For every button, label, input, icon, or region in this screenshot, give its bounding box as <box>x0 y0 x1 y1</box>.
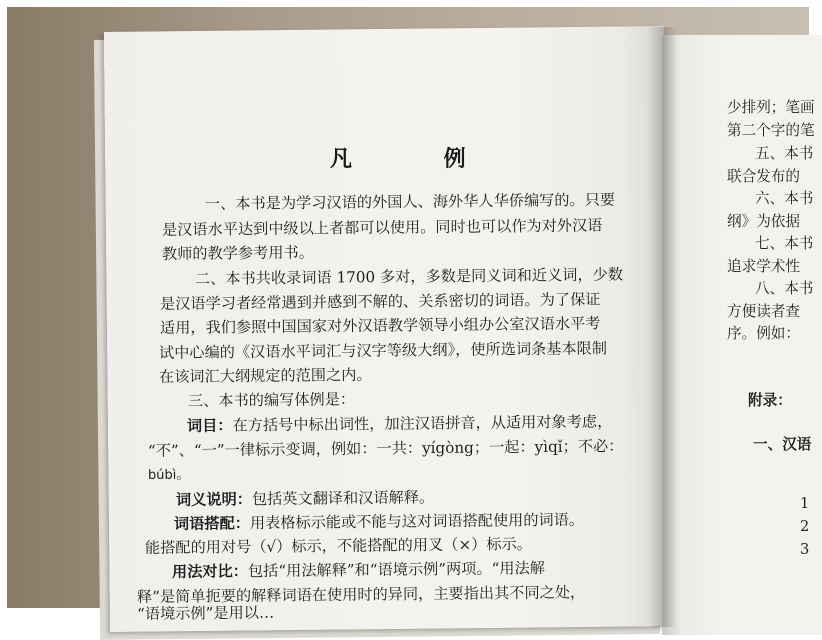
right-line: 少排列；笔画 <box>727 99 815 116</box>
section-heading: 一、汉语 <box>753 436 812 453</box>
right-line: 第二个字的笔 <box>727 122 815 139</box>
right-page-text <box>660 0 815 608</box>
da-pei-line <box>174 509 584 534</box>
right-line: 序。例如： <box>727 325 800 342</box>
text-line: 是汉语学习者经常遇到并感到不解的、关系密切的词语。为了保证 <box>159 290 601 313</box>
page-title: 凡 例 <box>330 146 508 172</box>
text-line: 三、本书的编写体例是： <box>187 390 356 410</box>
text-line: 在该词汇大纲规定的范围之内。 <box>158 365 372 386</box>
text-line: “不”、“一”一律标示变调，例如：一共：yígòng；一起：yìqǐ；不必： <box>147 437 624 460</box>
right-line: 方便读者查 <box>727 303 800 320</box>
ci-mu-text: 在方括号中标出词性，加注汉语拼音，从适用对象考虑， <box>232 412 613 435</box>
label-ci-yi: 词义说明： <box>175 490 253 509</box>
right-line: 纲》为依据 <box>727 213 800 230</box>
appendix-heading: 附录： <box>748 392 792 409</box>
text-line: 能搭配的用对号（√）标示，不能搭配的用叉（×）标示。 <box>144 534 532 557</box>
ci-mu-line <box>187 411 612 436</box>
yong-fa-text: 包括“用法解释”和“语境示例”两项。“用法解 <box>247 559 546 581</box>
label-yong-fa: 用法对比： <box>171 562 249 581</box>
right-line: 联合发布的 <box>727 168 800 185</box>
yong-fa-line <box>172 557 545 582</box>
ci-yi-text: 包括英文翻译和汉语解释。 <box>251 488 435 509</box>
list-number: 2 <box>800 518 810 535</box>
right-line: 六、本书 <box>755 190 814 207</box>
label-ci-mu: 词目： <box>186 416 233 435</box>
label-da-pei: 词语搭配： <box>173 514 251 533</box>
right-line: 八、本书 <box>755 280 814 297</box>
text-line: 一、本书是为学习汉语的外国人、海外华人华侨编写的。只要 <box>204 190 616 213</box>
list-number: 3 <box>800 541 810 558</box>
text-line <box>137 602 274 613</box>
da-pei-text: 用表格标示能或不能与这对词语搭配使用的词语。 <box>249 510 585 533</box>
text-line: 释”是简单扼要的解释词语在使用时的异同，主要指出其不同之处， <box>136 583 586 606</box>
text-line: 教师的教学参考用书。 <box>161 243 314 263</box>
text-line: búbì。 <box>147 467 190 483</box>
ci-yi-line <box>176 486 434 510</box>
right-line: 五、本书 <box>755 145 814 162</box>
text-line: 二、本书共收录词语 1700 多对，多数是同义词和近义词，少数 <box>194 265 624 288</box>
right-line: 追求学术性 <box>727 258 800 275</box>
text-line: 试中心编的《汉语水平词汇与汉字等级大纲》，使所选词条基本限制 <box>158 339 608 362</box>
right-line: 七、本书 <box>755 235 814 252</box>
text-line: 是汉语水平达到中级以上者都可以使用。同时也可以作为对外汉语 <box>161 216 603 239</box>
list-number: 1 <box>800 495 810 512</box>
text-line: 适用，我们参照中国国家对外汉语教学领导小组办公室汉语水平考 <box>159 314 601 337</box>
